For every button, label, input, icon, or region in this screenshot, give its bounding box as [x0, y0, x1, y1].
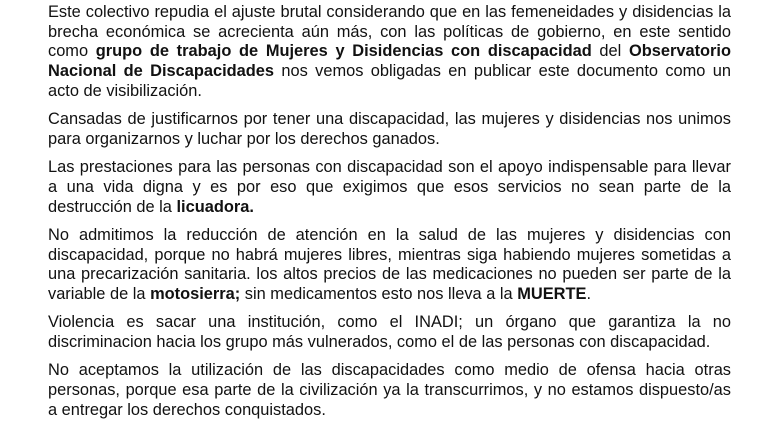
paragraph-statement [48, 3, 731, 102]
text: Este colectivo repudia el ajuste brutal considerando que en las femeneidades y disidencias la brecha económica se acrecienta aún más, con las políticas de gobierno, en este sentido como [48, 3, 731, 61]
text: del [591, 42, 629, 61]
text: Las prestaciones para las personas con discapacidad son el apoyo indispensable para llevar a una vida digna y es por eso que exigimos que esos servicios no sean parte de la destrucción de la [48, 158, 731, 216]
bold-observatory-name: Observatorio Nacional de Discapacidades [48, 42, 731, 81]
bold-group-name: grupo de trabajo de Mujeres y Disidencias con discapacidad [95, 42, 592, 61]
paragraph-violence [48, 313, 731, 352]
bold-licuadora: licuadora. [176, 197, 254, 216]
text: . [586, 284, 591, 303]
document-body [48, 3, 731, 429]
paragraph-health [48, 226, 731, 305]
paragraph-tired [48, 110, 731, 149]
paragraph-benefits [48, 158, 731, 217]
text: No aceptamos la utilización de las discapacidades como medio de ofensa hacia otras personas, porque esa parte de la civilización ya la transcurrimos, y no estamos dispuesto/as a entregar los derechos conquistados. [48, 361, 731, 419]
paragraph-offense [48, 361, 731, 420]
text: nos vemos obligadas en publicar este documento como un acto de visibilización. [48, 62, 731, 100]
bold-motosierra: motosierra; [150, 284, 241, 303]
bold-muerte: MUERTE [517, 284, 587, 303]
text: Violencia es sacar una institución, como el INADI; un órgano que garantiza la no discriminacion hacia los grupo más vulnerados, como el de las personas con discapacidad. [48, 313, 731, 351]
text: Cansadas de justificarnos por tener una discapacidad, las mujeres y disidencias nos unimos para organizarnos y luchar por los derechos ganados. [48, 110, 731, 148]
text: No admitimos la reducción de atención en la salud de las mujeres y disidencias con discapacidad, porque no habrá mujeres libres, mientras siga habiendo mujeres sometidas a una precarización sanitaria. los altos precios de las medicaciones no pueden ser parte de la variable de la [48, 225, 731, 303]
text: sin medicamentos esto nos lleva a la [240, 284, 518, 303]
